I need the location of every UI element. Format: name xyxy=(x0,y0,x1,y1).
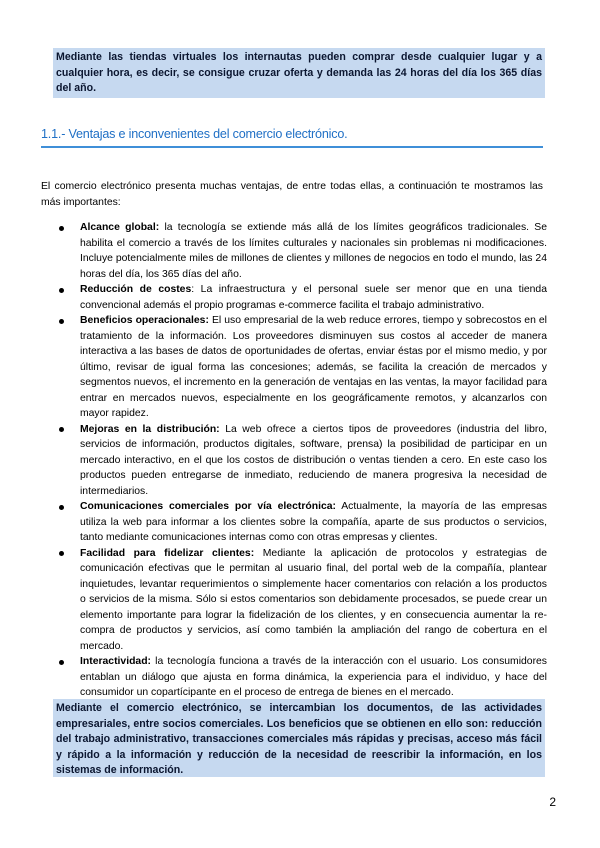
list-item-text: : La infraestructura y el personal suele ser menor que en una tienda convencional además el propio programas e-commerce facilita el trabajo administrativo. xyxy=(80,284,547,311)
list-item-text: la tecnología se extiende más allá de los límites geográficos tradicionales. Se habilita el comercio a través de los límites culturales y nacionales sin problemas ni modificaciones. Incluye potencialmente miles de millones de clientes y millones de negocios en todo el mundo, las 24 horas del día, los 365 días del año. xyxy=(80,222,547,280)
list-item xyxy=(57,313,547,422)
list-item-term: Comunicaciones comerciales por vía electrónica: xyxy=(80,501,336,512)
section-heading: 1.1.- Ventajas e inconvenientes del comercio electrónico. xyxy=(41,127,543,148)
list-item xyxy=(57,282,547,313)
list-item-term: Facilidad para fidelizar clientes: xyxy=(80,547,255,559)
list-item xyxy=(57,546,547,655)
list-item-term: Interactividad: xyxy=(80,656,152,667)
intro-paragraph: El comercio electrónico presenta muchas ventajas, de entre todas ellas, a continuación te mostramos las más importantes: xyxy=(41,181,543,208)
list-item xyxy=(57,654,547,701)
list-item-text: El uso empresarial de la web reduce errores, tiempo y sobrecostos en el tratamiento de la información. Los proveedores disminuyen sus costos al acceder de manera interactiva a las bases de datos de oportunidades de ofertas, enviar éstas por el mismo medio, y por último, revisar de igual forma las concesiones; además, se facilita la creación de mercados y segmentos nuevos, el incremento en la generación de ventajas en las ventas, la mayor facilidad para entrar en mercados nuevos, especialmente en los geográficamente remotos, y alcanzarlos con mayor rapidez. xyxy=(80,315,547,419)
list-item-text: Mediante la aplicación de protocolos y estrategias de comunicación efectivas que le permitan al usuario final, del portal web de la compañía, plantear inquietudes, levantar requerimientos o simplemente hacer comentarios con relación a los productos o servicios de la misma. Sólo si estos comentarios son debidamente procesados, se puede crear un elemento importante para lograr la fidelización de los clientes, y en consecuencia aumentar la re-compra de productos y servicios, así como también la ampliación del rango de cobertura en el mercado. xyxy=(80,547,547,652)
list-item-term: Alcance global: xyxy=(80,222,160,233)
list-item-text: la tecnología funciona a través de la interacción con el usuario. Los consumidores entablan un diálogo que ajusta en forma dinámica, la experiencia para el individuo, y hace del consumidor un copartícipante en el proceso de entrega de bienes en el mercado. xyxy=(80,656,547,698)
page-number: 2 xyxy=(549,795,556,809)
list-item-text: Actualmente, la mayoría de las empresas utiliza la web para informar a los clientes sobre la compañía, aparte de sus productos o servicios, tanto mediante comunicaciones internas como con otras empresas y clientes. xyxy=(80,501,547,543)
list-item-term: Reducción de costes xyxy=(80,284,192,295)
highlight-callout-top: Mediante las tiendas virtuales los internautas pueden comprar desde cualquier lugar y a cualquier hora, es decir, se consigue cruzar oferta y demanda las 24 horas del día los 365 días del año. xyxy=(53,48,545,98)
list-item xyxy=(57,422,547,500)
highlight-callout-bottom: Mediante el comercio electrónico, se intercambian los documentos, de las actividades empresariales, entre socios comerciales. Los beneficios que se obtienen en ello son: reducción del trabajo administrativo, transacciones comerciales más rápidas y precisas, acceso más fácil y rápido a la información y reducción de la necesidad de reescribir la información, en los sistemas de información. xyxy=(53,699,545,777)
advantages-list xyxy=(57,220,547,701)
list-item-text: La web ofrece a ciertos tipos de proveedores (industria del libro, servicios de información, productos digitales, software, prensa) la posibilidad de participar en un mercado interactivo, en el que los costos de distribución o ventas tienden a cero. En este caso los productos pueden entregarse de inmediato, reduciendo de manera progresiva la necesidad de intermediarios. xyxy=(80,423,547,497)
list-item xyxy=(57,499,547,546)
list-item xyxy=(57,220,547,282)
list-item-term: Mejoras en la distribución: xyxy=(80,423,220,435)
list-item-term: Beneficios operacionales: xyxy=(80,315,209,326)
